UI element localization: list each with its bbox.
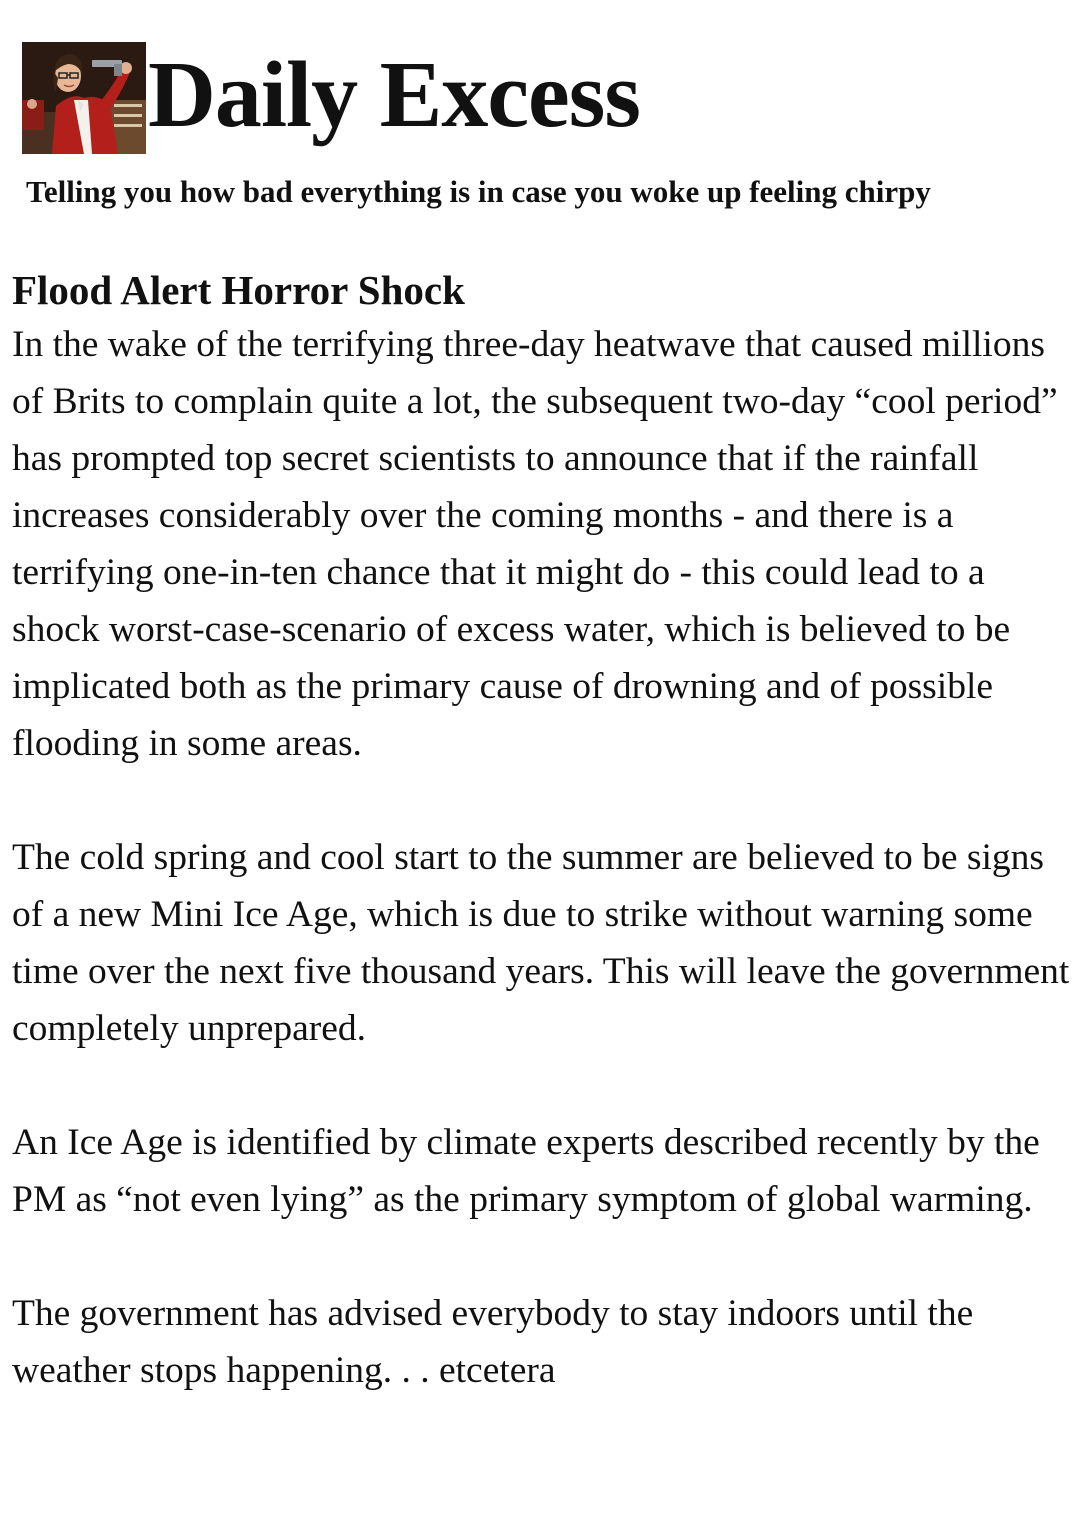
masthead [22,38,640,154]
article-paragraph: The government has advised everybody to stay indoors until the weather stops happening. . . etcetera [12,1293,974,1391]
article-paragraph: The cold spring and cool start to the summer are believed to be signs of a new Mini Ice Age, which is due to strike without warning some time over the next five thousand years. This will leave the government completely unprepared. [12,837,1070,1049]
headline: Flood Alert Horror Shock [12,267,465,313]
article [12,264,1072,1399]
cartoon-avatar-with-pistol-icon [22,42,146,154]
tagline: Telling you how bad everything is in case you woke up feeling chirpy [26,174,931,209]
article-paragraph: In the wake of the terrifying three-day heatwave that caused millions of Brits to complain quite a lot, the subsequent two-day “cool period” has prompted top secret scientists to announce that if the rainfall increases considerably over the coming months - and there is a terrifying one-in-ten chance that it might do - this could lead to a shock worst-case-scenario of excess water, which is believed to be implicated both as the primary cause of drowning and of possible flooding in some areas. [12,324,1058,764]
article-paragraph: An Ice Age is identified by climate experts described recently by the PM as “not even lying” as the primary symptom of global warming. [12,1122,1040,1220]
paper-name: Daily Excess [148,43,640,147]
